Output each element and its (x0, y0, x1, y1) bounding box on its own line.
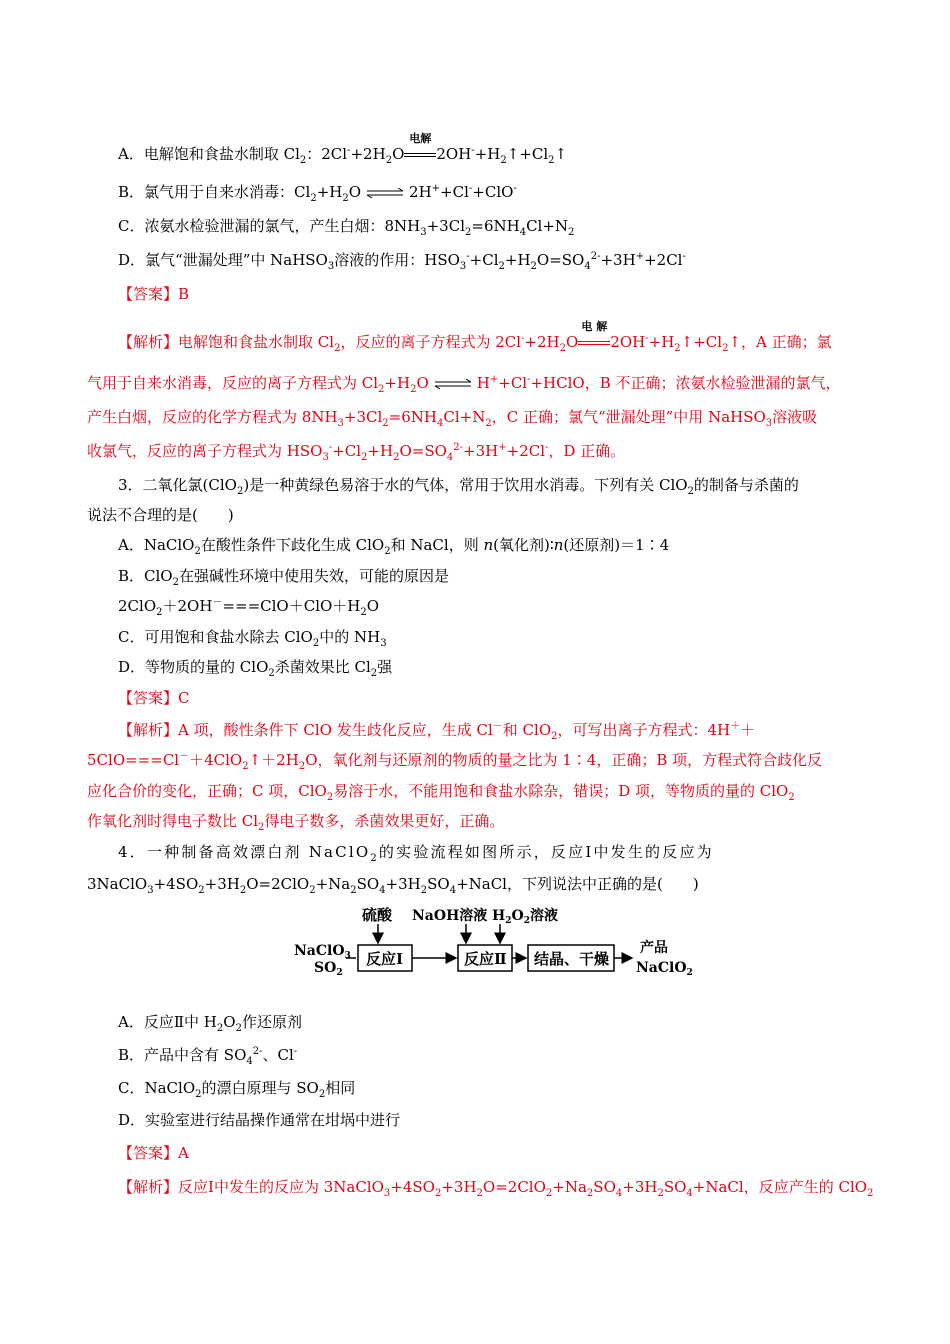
q2-option-a: A．电解饱和食盐水制取 $Cl_2$：$2Cl^-+2H_2O$ 电解 $2OH^-+H_2↑+Cl_2↑$ (118, 132, 568, 166)
q4-option-c: C．NaClO$_2$的漂白原理与 $SO_2$相同 (118, 1079, 356, 1100)
q3-explanation-line1: 【解析】A 项，酸性条件下 ClO 发生歧化反应，生成 Cl－和 ClO$_2$，可写出离子方程式：4H＋＋ (118, 721, 756, 742)
q2-explanation-line1: 【解析】电解饱和食盐水制取 $Cl_2$，反应的离子方程式为 $2Cl^-+2H_2O$ 电 解 $2OH^-+H_2↑+Cl_2↑$，A 正确；氯 (118, 320, 832, 354)
q2-explanation-line2: 气用于自来水消毒，反应的离子方程式为 $Cl_2+H_2O$ H++Cl-+HClO，B 不正确；浓氨水检验泄漏的氯气， (87, 374, 841, 395)
reagent-naoh: NaOH溶液 (412, 908, 488, 924)
q4-option-d: D．实验室进行结晶操作通常在坩埚中进行 (118, 1111, 401, 1129)
q3-stem-line2: 说法不合理的是( ) (87, 506, 234, 524)
q3-explanation-line4: 作氧化剂时得电子数比 $Cl_2$得电子数多，杀菌效果更好，正确。 (87, 812, 505, 833)
reaction-2-label: 反应Ⅱ (464, 950, 507, 968)
q3-option-c: C．可用饱和食盐水除去 ClO$_2$中的 $NH_3$ (118, 628, 387, 649)
q3-answer: 【答案】C (118, 689, 190, 707)
q4-option-b: B．产品中含有 $SO_4^{2-}$、Cl- (118, 1046, 298, 1067)
product-label: 产品 (640, 940, 668, 956)
q3-explanation-line3: 应化合价的变化，正确；C 项，ClO$_2$易溶于水，不能用饱和食盐水除杂，错误；D 项，等物质的量的 ClO$_2$ (87, 782, 795, 803)
q3-explanation-line2: $5ClO===Cl^-+4ClO_2↑+2H_2O$，氧化剂与还原剂的物质的量之比为 1∶4，正确；B 项，方程式符合歧化反 (87, 751, 823, 772)
process-flow-diagram (290, 902, 710, 984)
q3-option-b: B．ClO$_2$在强碱性环境中使用失效，可能的原因是 (118, 567, 449, 588)
q4-stem-line1: 4．一种制备高效漂白剂 NaClO$_2$的实验流程如图所示，反应Ⅰ中发生的反应为 (118, 843, 714, 864)
q2-explanation-line3: 产生白烟，反应的化学方程式为 $8NH_3+3Cl_2=6NH_4Cl+N_2$，C 正确；氯气“泄漏处理”中用 NaHSO$_3$溶液吸 (87, 408, 818, 429)
reagent-h2o2: $H_2O_2$溶液 (492, 908, 558, 926)
q3-stem-line1: 3．二氧化氯(ClO$_2$)是一种黄绿色易溶于水的气体，常用于饮用水消毒。下列有关 ClO$_2$的制备与杀菌的 (118, 476, 799, 497)
q3-option-d: D．等物质的量的 ClO$_2$杀菌效果比 $Cl_2$强 (118, 658, 393, 679)
reversible-arrow-icon (433, 379, 473, 389)
reagent-sulfuric-acid: 硫酸 (362, 906, 393, 924)
product-naclo2: NaClO$_2$ (636, 960, 693, 978)
q3-option-b-equation: $2ClO_2+2OH^-===ClO+ClO+H_2O$ (118, 597, 380, 618)
q2-explanation-line4: 收氯气，反应的离子方程式为 $HSO_3^-+Cl_2+H_2O=SO_4^{2-}+3H^++2Cl^-$，D 正确。 (87, 442, 626, 463)
reaction-1-label: 反应Ⅰ (366, 950, 404, 968)
q4-option-a: A．反应Ⅱ中 $H_2O_2$作还原剂 (118, 1013, 302, 1034)
q4-explanation-line1: 【解析】反应Ⅰ中发生的反应为 $3NaClO_3+4SO_2+3H_2O=2ClO_2+Na_2SO_4+3H_2SO_4+NaCl$，反应产生的 ClO$_2$ (118, 1178, 874, 1199)
q2-option-d: D．氯气“泄漏处理”中 NaHSO$_3$溶液的作用：$HSO_3^-+Cl_2+H_2O=SO_4^{2-}+3H^++2Cl^-$ (118, 251, 686, 272)
q3-option-a: A．NaClO$_2$在酸性条件下歧化生成 ClO$_2$和 NaCl，则 n(氧化剂)∶n(还原剂)＝1∶4 (118, 536, 670, 557)
crystallize-dry-label: 结晶、干燥 (534, 950, 610, 968)
reversible-arrow-icon (365, 188, 405, 198)
q2-answer: 【答案】B (118, 285, 190, 303)
input-naclo3: NaClO$_3$ (294, 943, 351, 961)
electrolysis-condition: 电 解 (578, 332, 610, 352)
electrolysis-condition: 电解 (404, 144, 436, 164)
q2-option-c: C．浓氨水检验泄漏的氯气，产生白烟：$8NH_3+3Cl_2=6NH_4Cl+N_2$ (118, 217, 575, 238)
q2-option-b: B．氯气用于自来水消毒：$Cl_2+H_2O$ 2H++Cl-+ClO- (118, 183, 517, 204)
q4-answer: 【答案】A (118, 1144, 189, 1162)
q4-stem-line2: $3NaClO_3+4SO_2+3H_2O=2ClO_2+Na_2SO_4+3H_2SO_4+NaCl$，下列说法中正确的是( ) (87, 875, 699, 896)
input-so2: $SO_2$ (314, 960, 343, 978)
